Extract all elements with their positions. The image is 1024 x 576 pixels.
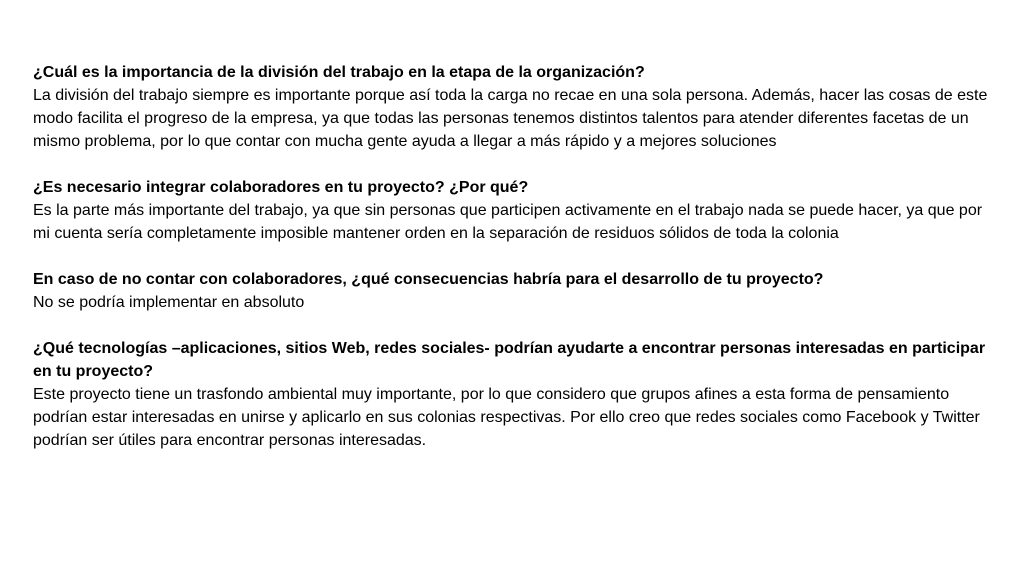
answer-text: Este proyecto tiene un trasfondo ambiental muy importante, por lo que considero que grupos afines a esta forma de pensamiento podrían estar interesadas en unirse y aplicarlo en sus colonias respectivas. Por ello creo que redes sociales como Facebook y Twitter podrían ser útiles para encontrar personas interesadas.	[33, 386, 980, 449]
slide-content	[33, 61, 988, 475]
question-heading: En caso de no contar con colaboradores, ¿qué consecuencias habría para el desarrollo de tu proyecto?	[33, 271, 824, 288]
question-heading: ¿Cuál es la importancia de la división del trabajo en la etapa de la organización?	[33, 64, 645, 81]
answer-text: No se podría implementar en absoluto	[33, 294, 305, 311]
question-heading: ¿Es necesario integrar colaboradores en tu proyecto? ¿Por qué?	[33, 179, 529, 196]
qa-section-colaboradores	[33, 176, 988, 245]
answer-text: Es la parte más importante del trabajo, ya que sin personas que participen activamente en el trabajo nada se puede hacer, ya que por mi cuenta sería completamente imposible mantener orden en la separación de residuos sólidos de toda la colonia	[33, 202, 983, 242]
answer-text: La división del trabajo siempre es importante porque así toda la carga no recae en una sola persona. Además, hacer las cosas de este modo facilita el progreso de la empresa, ya que todas las personas tenemos distintos talentos para atender diferentes facetas de un mismo problema, por lo que contar con mucha gente ayuda a llegar a más rápido y a mejores soluciones	[33, 87, 988, 150]
question-heading: ¿Qué tecnologías –aplicaciones, sitios Web, redes sociales- podrían ayudarte a encontrar personas interesadas en participar en tu proyecto?	[33, 340, 986, 380]
qa-section-tecnologias	[33, 337, 988, 452]
qa-section-division-trabajo	[33, 61, 988, 153]
qa-section-consecuencias	[33, 268, 988, 314]
